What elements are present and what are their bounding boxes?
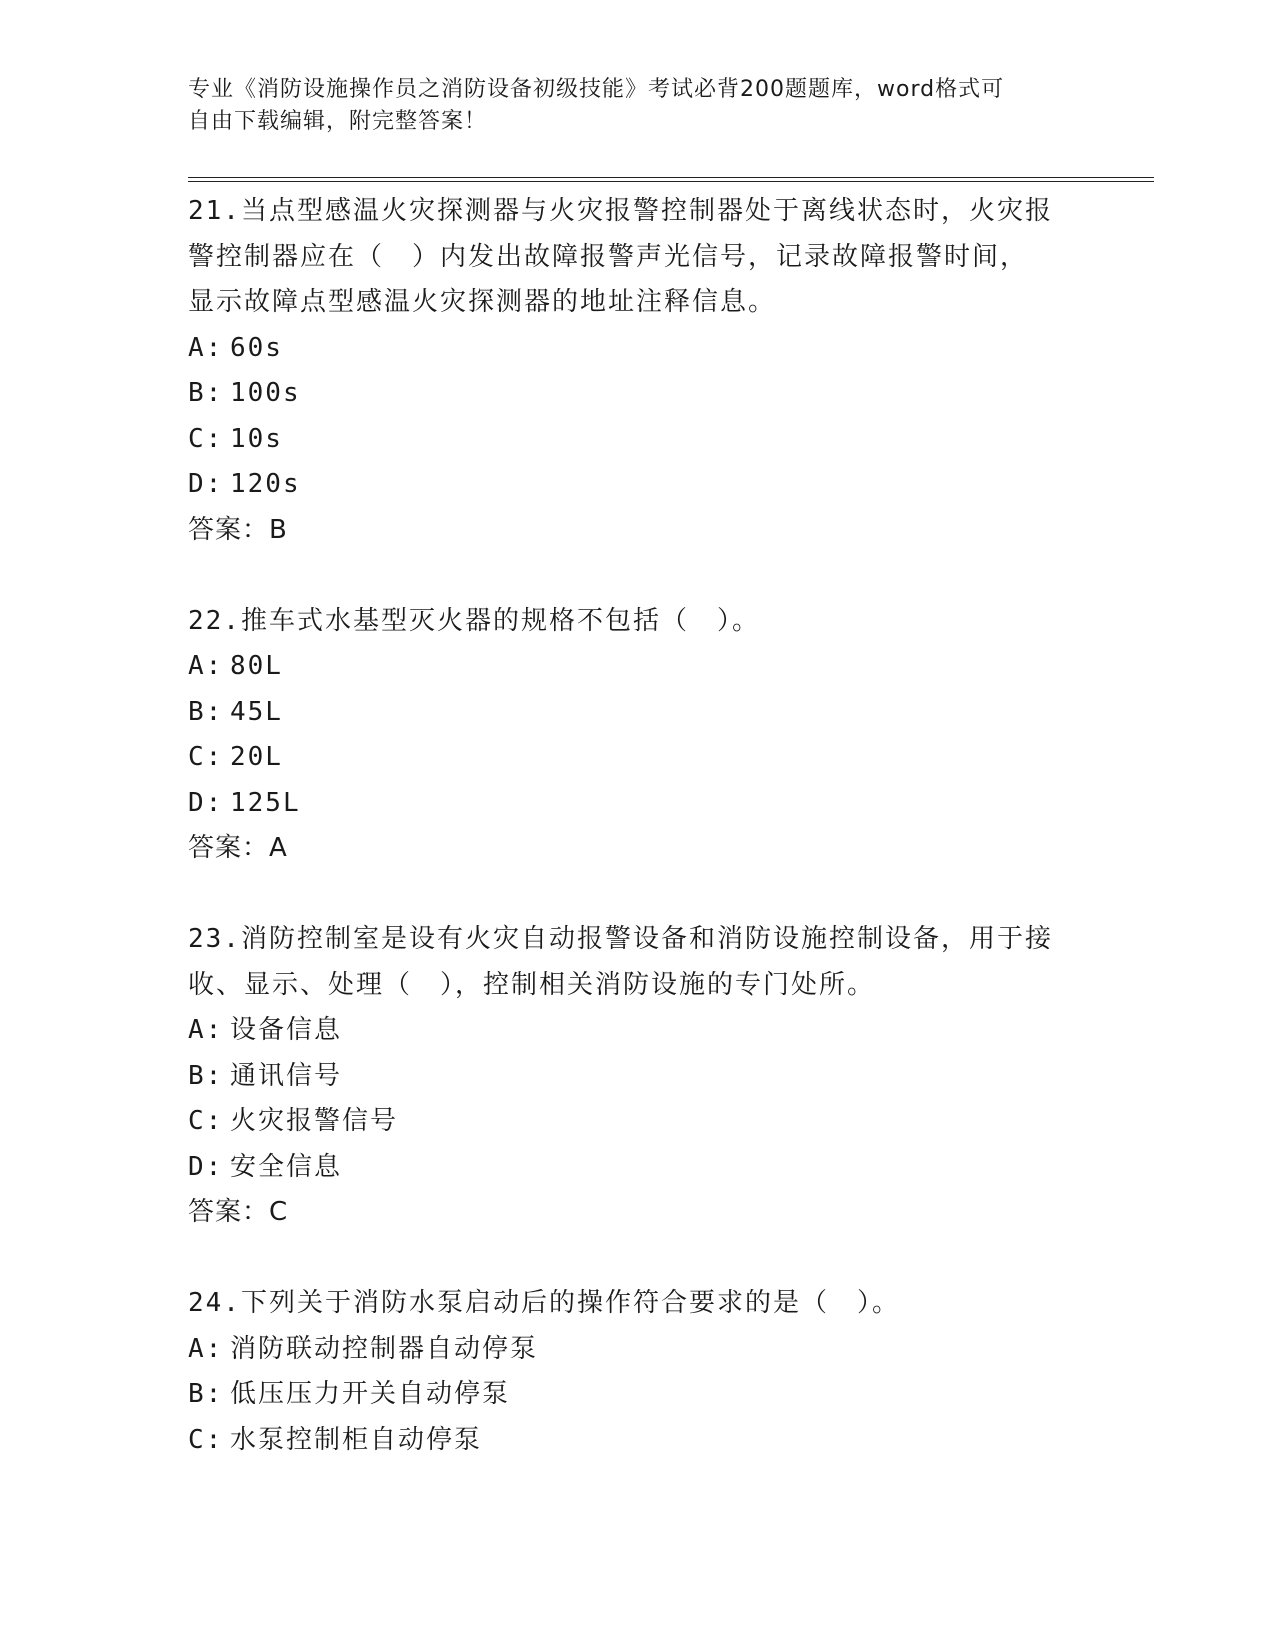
option-d [188,781,1088,827]
option-text: 设备信息 [230,1015,343,1045]
question-stem: 21.当点型感温火灾探测器与火灾报警控制器处于离线状态时，火灾报 警控制器应在（ ）内发出故障报警声光信号，记录故障报警时间， 显示故障点型感温火灾探测器的地址注释信息。 [188,196,1053,317]
option-text: 通讯信号 [230,1060,343,1091]
option-d [188,1145,1088,1191]
question-stem: 24.下列关于消防水泵启动后的操作符合要求的是（ ）。 [188,1288,900,1318]
option-label: B: [188,1060,224,1091]
option-text: 80L [230,651,283,681]
question-list [188,189,1088,1509]
option-label: B: [188,378,224,408]
option-label: A: [188,1015,224,1045]
option-label: A: [188,651,224,681]
question-22 [188,599,1088,872]
option-label: D: [188,1151,224,1182]
option-b [188,1372,1088,1418]
option-b [188,1054,1088,1100]
option-text: 水泵控制柜自动停泵 [230,1424,483,1455]
question-stem: 22.推车式水基型灭火器的规格不包括（ ）。 [188,605,760,636]
option-label: D: [188,787,224,818]
option-label: B: [188,696,224,727]
option-a [188,1327,1088,1373]
option-label: A: [188,1333,224,1364]
option-c [188,417,1088,463]
option-text: 100s [230,378,301,408]
option-text: 10s [230,423,283,454]
option-label: C: [188,1106,224,1136]
answer-line: 答案：C [188,1197,289,1227]
option-a [188,326,1088,372]
option-d [188,462,1088,508]
option-label: C: [188,423,224,454]
question-stem: 23.消防控制室是设有火灾自动报警设备和消防设施控制设备，用于接 收、显示、处理（ ），控制相关消防设施的专门处所。 [188,924,1053,1000]
option-a [188,644,1088,690]
option-text: 20L [230,742,283,772]
option-text: 45L [230,696,283,727]
answer-line: 答案：A [188,833,288,863]
option-label: D: [188,469,224,499]
option-label: C: [188,742,224,772]
question-21 [188,189,1088,553]
question-23 [188,917,1088,1236]
option-text: 125L [230,787,301,818]
option-c [188,735,1088,781]
option-text: 60s [230,332,283,363]
option-a [188,1008,1088,1054]
option-b [188,690,1088,736]
option-c [188,1418,1088,1464]
option-text: 低压压力开关自动停泵 [230,1379,511,1409]
question-24 [188,1281,1088,1463]
option-label: A: [188,332,224,363]
option-text: 火灾报警信号 [230,1106,399,1136]
document-header: 专业《消防设施操作员之消防设备初级技能》考试必背200题题库，word格式可 自由下载编辑，附完整答案！ [188,77,1005,134]
option-text: 120s [230,469,301,499]
option-c [188,1099,1088,1145]
option-text: 安全信息 [230,1151,343,1182]
option-b [188,371,1088,417]
header-divider-bottom [188,181,1154,182]
header-divider-top [188,177,1154,178]
option-label: B: [188,1379,224,1409]
option-label: C: [188,1424,224,1455]
option-text: 消防联动控制器自动停泵 [230,1333,539,1364]
answer-line: 答案：B [188,514,288,545]
